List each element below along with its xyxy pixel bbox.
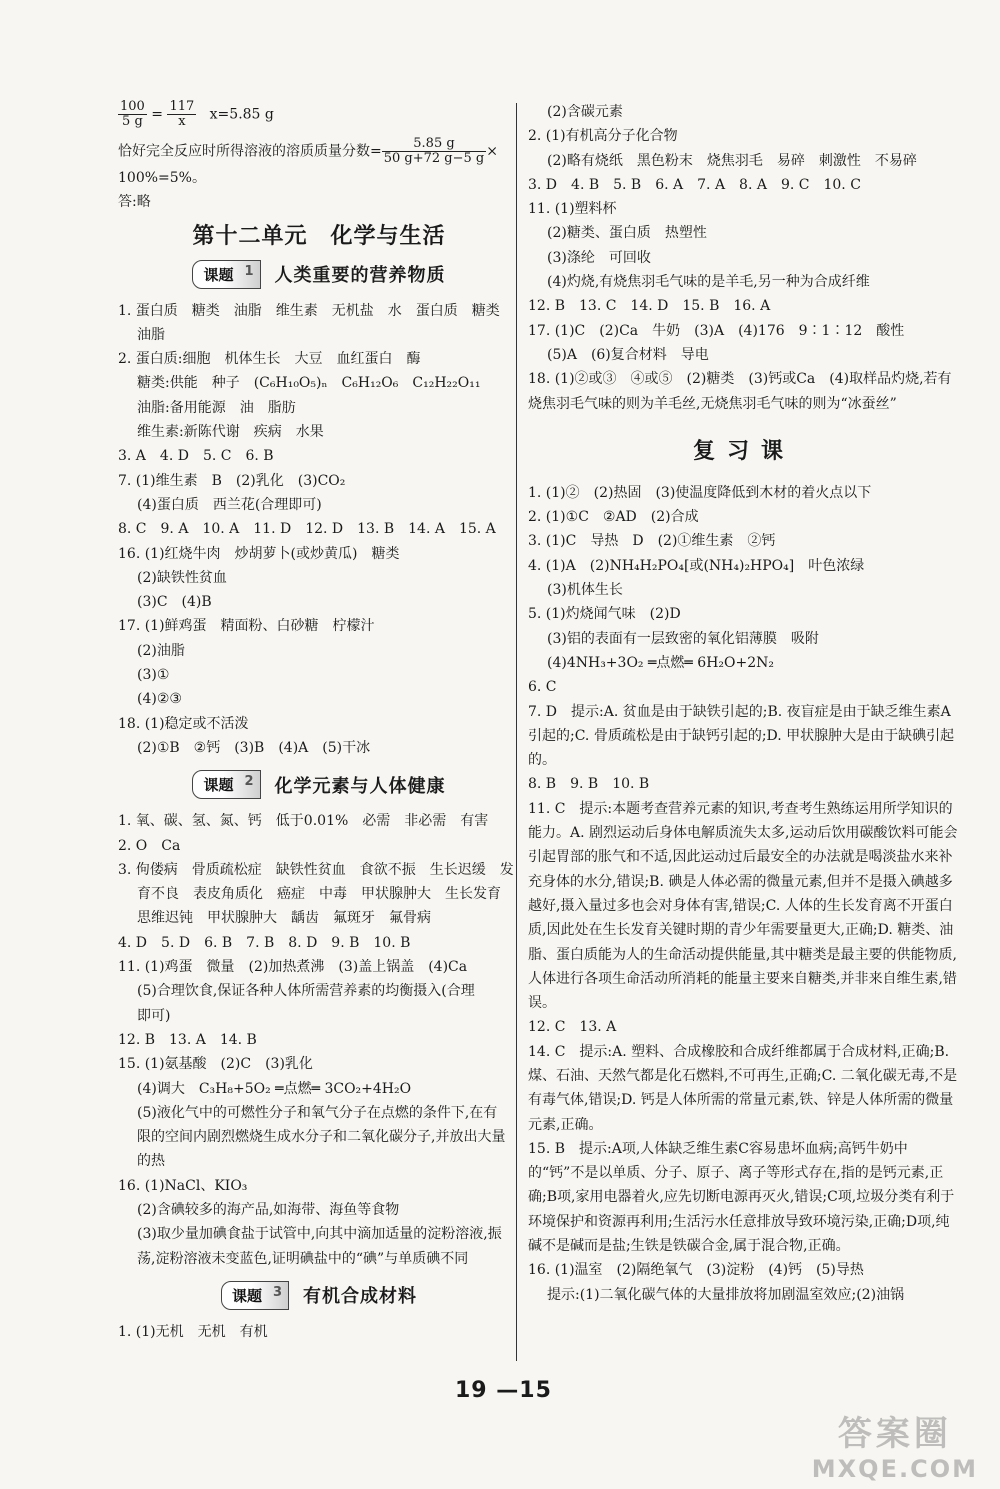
answer-line: (3)机体生长 bbox=[547, 582, 623, 599]
answer-line: 维生素:新陈代谢 疾病 水果 bbox=[137, 424, 324, 441]
answer-line: (2)①B ②钙 (3)B (4)A (5)干冰 bbox=[137, 739, 371, 756]
fraction bbox=[382, 137, 487, 166]
answer-line: 16. (1)NaCl、KIO₃ bbox=[118, 1177, 248, 1194]
lesson-3-header bbox=[118, 1281, 520, 1310]
answer-line: 7. D 提示:A. 贫血是由于缺铁引起的;B. 夜盲症是由于缺乏维生素A引起的;C. 骨质疏松是由于缺钙引起的;D. 甲状腺肿大是由于缺碘引起的。 bbox=[528, 703, 955, 769]
answer-line: (3)① bbox=[137, 667, 170, 684]
watermark-en: MXQE.COM bbox=[811, 1455, 978, 1483]
answer-line: 18. (1)稳定或不活泼 bbox=[118, 715, 249, 732]
mass-fraction-line bbox=[118, 137, 520, 166]
lesson-title: 人类重要的营养物质 bbox=[274, 265, 446, 287]
review-title: 复习课 bbox=[692, 438, 795, 464]
answer-line: 3. 佝偻病 骨质疏松症 缺铁性贫血 食欲不振 生长迟缓 发 bbox=[118, 861, 514, 878]
answer-line: (5)A (6)复合材料 导电 bbox=[547, 346, 709, 363]
answer-line: (4)灼烧,有烧焦羽毛气味的是羊毛,另一种为合成纤维 bbox=[547, 274, 870, 291]
lesson-tag bbox=[192, 260, 260, 289]
fraction bbox=[118, 100, 147, 129]
answer-line: 17. (1)C (2)Ca 牛奶 (3)A (4)176 9∶1∶12 酸性 bbox=[528, 322, 905, 339]
answer-line: 答:略 bbox=[118, 194, 151, 211]
answer-line: (4)蛋白质 西兰花(合理即可) bbox=[137, 496, 322, 513]
numerator: 117 bbox=[169, 99, 195, 114]
lesson-tag-label: 课题 bbox=[231, 1286, 262, 1305]
answer-line: 12. B 13. A 14. B bbox=[118, 1031, 257, 1048]
lesson-title: 化学元素与人体健康 bbox=[274, 775, 446, 797]
answer-line: 限的空间内剧烈燃烧生成水分子和二氧化碳分子,并放出大量 bbox=[137, 1129, 506, 1146]
answer-line: (3)C (4)B bbox=[137, 594, 212, 611]
unit-title: 第十二单元 化学与生活 bbox=[192, 223, 446, 249]
lesson-number: 2 bbox=[244, 774, 254, 790]
equation-result: x=5.85 g bbox=[209, 106, 274, 123]
answer-line: (4)4NH₃+3O₂ ═点燃═ 6H₂O+2N₂ bbox=[547, 654, 775, 671]
answer-line: 1. 蛋白质 糖类 油脂 维生素 无机盐 水 蛋白质 糖类 bbox=[118, 302, 500, 319]
lesson-tag bbox=[192, 770, 260, 799]
lesson-2-header bbox=[118, 770, 520, 799]
answer-line: 15. B 提示:A项,人体缺乏维生素C容易患坏血病;高钙牛奶中的“钙”不是以单质、分子、原子、离子等形式存在,指的是钙元素,正确;B项,家用电器着火,应先切断电源再灭火,错误;C项,垃圾分类有利于环境保护和资源再利用;生活污水任意排放导致环境污染,正确;D项,纯碱不是碱而是盐;生铁是铁碳合金,属于混合物,正确。 bbox=[528, 1140, 955, 1255]
answer-line: 1. (1)② (2)热固 (3)使温度降低到木材的着火点以下 bbox=[528, 484, 872, 501]
lesson-3-answers bbox=[118, 1320, 520, 1344]
answer-line: (2)略有烧纸 黑色粉末 烧焦羽毛 易碎 刺激性 不易碎 bbox=[547, 152, 917, 169]
answer-line: (5)液化气中的可燃性分子和氧气分子在点燃的条件下,在有 bbox=[137, 1104, 498, 1121]
lesson-title: 有机合成材料 bbox=[303, 1286, 417, 1308]
answer-line: (3)取少量加碘食盐于试管中,向其中滴加适量的淀粉溶液,振 bbox=[137, 1226, 502, 1243]
answer-line: 15. (1)氨基酸 (2)C (3)乳化 bbox=[118, 1056, 313, 1073]
mass-fraction-result: 100%=5%。 bbox=[118, 170, 206, 186]
answer-line: 2. 蛋白质:细胞 机体生长 大豆 血红蛋白 酶 bbox=[118, 351, 421, 368]
answer-line: 11. (1)塑料杯 bbox=[528, 201, 617, 218]
left-column bbox=[118, 100, 520, 1344]
answer-line: 18. (1)②或③ ④或⑤ (2)糖类 (3)钙或Ca (4)取样品灼烧,若有烧焦羽毛气味的则为羊毛丝,无烧焦羽毛气味的则为“冰蚕丝” bbox=[528, 371, 952, 412]
answer-line: 油脂:备用能源 油 脂肪 bbox=[137, 399, 296, 416]
lesson-tag-label: 课题 bbox=[203, 776, 234, 795]
right-column bbox=[528, 100, 960, 1307]
mass-fraction-prefix: 恰好完全反应时所得溶液的溶质质量分数= bbox=[118, 143, 382, 160]
answer-line: (3)铝的表面有一层致密的氧化铝薄膜 吸附 bbox=[547, 630, 819, 647]
answer-line: 6. C bbox=[528, 679, 557, 696]
lesson-number: 3 bbox=[272, 1284, 282, 1300]
answer-line: (5)合理饮食,保证各种人体所需营养素的均衡摄入(合理 bbox=[137, 983, 475, 1000]
answer-line: (4)②③ bbox=[137, 691, 182, 708]
denominator: 5 g bbox=[122, 114, 143, 129]
answer-line: (3)涤纶 可回收 bbox=[547, 249, 651, 266]
times-sign: × bbox=[486, 143, 498, 160]
answer-line: 16. (1)红烧牛肉 炒胡萝卜(或炒黄瓜) 糖类 bbox=[118, 545, 400, 562]
answer-line: 4. (1)A (2)NH₄H₂PO₄[或(NH₄)₂HPO₄] 叶色浓绿 bbox=[528, 557, 865, 574]
lesson-tag bbox=[221, 1281, 289, 1310]
answer-line: 3. (1)C 导热 D (2)①维生素 ②钙 bbox=[528, 533, 776, 550]
answer-line: 16. (1)温室 (2)隔绝氧气 (3)淀粉 (4)钙 (5)导热 bbox=[528, 1262, 864, 1279]
lesson-2-answers bbox=[118, 809, 520, 1271]
answer-line: 11. (1)鸡蛋 微量 (2)加热煮沸 (3)盖上锅盖 (4)Ca bbox=[118, 959, 468, 976]
answer-line: (2)油脂 bbox=[137, 642, 185, 659]
answer-line: 提示:(1)二氧化碳气体的大量排放将加剧温室效应;(2)油锅 bbox=[547, 1286, 905, 1303]
answer-line: 4. D 5. D 6. B 7. B 8. D 9. B 10. B bbox=[118, 934, 411, 951]
answer-line: (2)含碳元素 bbox=[547, 104, 623, 120]
answer-line: 1. 氧、碳、氢、氮、钙 低于0.01% 必需 非必需 有害 bbox=[118, 813, 489, 830]
answer-line: (4)调大 C₃H₈+5O₂ ═点燃═ 3CO₂+4H₂O bbox=[137, 1080, 412, 1097]
numerator: 100 bbox=[120, 99, 145, 114]
lesson-number: 1 bbox=[244, 263, 254, 279]
calc-equation: $\frac{100}{5 g}$ = $\frac{117}{x}$ x=5.85 g bbox=[120, 99, 274, 129]
answer-line: 3. D 4. B 5. B 6. A 7. A 8. A 9. C 10. C bbox=[528, 176, 861, 193]
answer-line: 2. O Ca bbox=[118, 837, 181, 854]
answer-line: 11. C 提示:本题考查营养元素的知识,考查考生熟练运用所学知识的能力。A. 剧烈运动后身体电解质流失太多,运动后饮用碳酸饮料可能会引起胃部的胀气和不适,因此运动过后最安全的办法就是喝淡盐水来补充身体的水分,错误;B. 碘是人体必需的微量元素,但并不是摄入碘越多越好,摄入量过多也会对身体有害,错误;C. 人体的生长发育离不开蛋白质,因此处在生长发育关键时期的青少年需要量更大,正确;D. 糖类、油脂、蛋白质能为人的生命活动提供能量,其中糖类是最主要的供能物质,人体进行各项生命活动所消耗的能量主要来自糖类,并非来自维生素,错误。 bbox=[528, 800, 958, 1012]
denominator: x bbox=[178, 114, 186, 129]
answer-line: (2)缺铁性贫血 bbox=[137, 569, 227, 586]
page-number: 19 —15 bbox=[455, 1378, 552, 1403]
review-answers bbox=[528, 481, 960, 1307]
answer-line: 3. A 4. D 5. C 6. B bbox=[118, 448, 274, 465]
answer-line: 育不良 表皮角质化 癌症 中毒 甲状腺肿大 生长发育 bbox=[137, 886, 501, 903]
answer-line: 的热 bbox=[137, 1153, 165, 1170]
fraction bbox=[167, 100, 196, 129]
denominator: 50 g+72 g−5 g bbox=[383, 151, 485, 166]
lesson-1-header bbox=[118, 260, 520, 289]
answer-line: (2)含碘较多的海产品,如海带、海鱼等食物 bbox=[137, 1201, 400, 1218]
answer-line: 荡,淀粉溶液未变蓝色,证明碘盐中的“碘”与单质碘不同 bbox=[137, 1250, 469, 1267]
lesson-3-answers-continued bbox=[528, 100, 960, 416]
answer-line: 油脂 bbox=[137, 326, 165, 343]
watermark-cn: 答案圈 bbox=[837, 1414, 952, 1454]
numerator: 5.85 g bbox=[382, 137, 487, 152]
answer-line: 17. (1)鲜鸡蛋 精面粉、白砂糖 柠檬汁 bbox=[118, 618, 375, 635]
lesson-tag-label: 课题 bbox=[203, 265, 234, 284]
watermark bbox=[812, 1406, 978, 1483]
answer-line: 2. (1)①C ②AD (2)合成 bbox=[528, 509, 699, 526]
answer-line: 12. B 13. C 14. D 15. B 16. A bbox=[528, 298, 771, 315]
answer-line: (2)糖类、蛋白质 热塑性 bbox=[547, 225, 707, 242]
column-divider bbox=[516, 103, 517, 1361]
answer-line: 1. (1)无机 无机 有机 bbox=[118, 1323, 268, 1340]
answer-line: 8. B 9. B 10. B bbox=[528, 776, 650, 793]
lesson-1-answers bbox=[118, 299, 520, 761]
answer-line: 思维迟钝 甲状腺肿大 龋齿 氟斑牙 氟骨病 bbox=[137, 910, 431, 927]
answer-line: 糖类:供能 种子 (C₆H₁₀O₅)ₙ C₆H₁₂O₆ C₁₂H₂₂O₁₁ bbox=[137, 375, 481, 392]
answer-line: 7. (1)维生素 B (2)乳化 (3)CO₂ bbox=[118, 472, 346, 489]
answer-line: 14. C 提示:A. 塑料、合成橡胶和合成纤维都属于合成材料,正确;B. 煤、石油、天然气都是化石燃料,不可再生,正确;C. 二氧化碳无毒,不是有毒气体,错误;D. 钙是人体所需的常量元素,铁、锌是人体所需的微量元素,正确。 bbox=[528, 1043, 958, 1133]
answer-line: 2. (1)有机高分子化合物 bbox=[528, 128, 678, 145]
answer-line: 12. C 13. A bbox=[528, 1019, 617, 1036]
answer-line: 即可) bbox=[137, 1007, 171, 1024]
answer-line: 8. C 9. A 10. A 11. D 12. D 13. B 14. A 15. A bbox=[118, 521, 496, 538]
answer-line: 5. (1)灼烧闻气味 (2)D bbox=[528, 606, 681, 623]
